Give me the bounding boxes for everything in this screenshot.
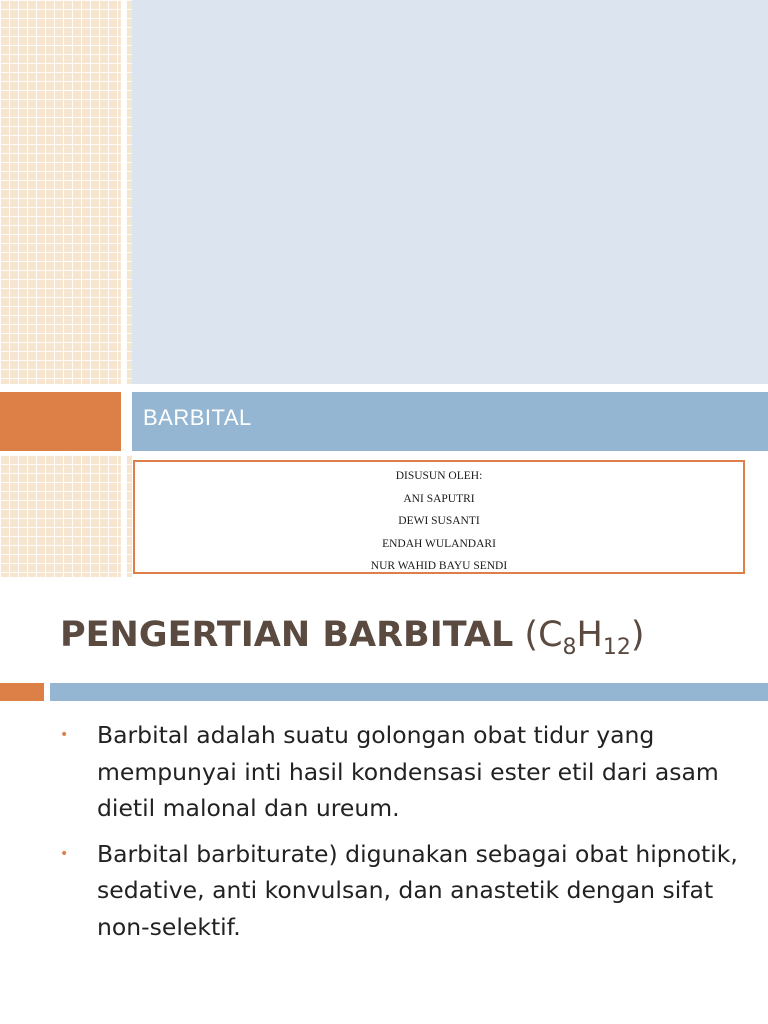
- bullet-dot-icon: •: [60, 845, 69, 862]
- decorative-grid-pattern: [0, 0, 121, 384]
- bullet-list: [58, 717, 748, 954]
- heading-main: PENGERTIAN BARBITAL: [60, 615, 514, 655]
- heading-formula-open: (C: [513, 615, 563, 655]
- authors-list: [135, 465, 743, 577]
- bullet-item: [58, 717, 748, 827]
- heading-formula-subscript: 12: [602, 635, 631, 660]
- slide-title: BARBITAL: [143, 405, 252, 430]
- blue-accent-bar: [50, 683, 768, 701]
- authors-box: [133, 460, 745, 574]
- author-label: DISUSUN OLEH:: [395, 470, 483, 482]
- decorative-grid-strip-lower: [126, 455, 132, 577]
- orange-accent-block: [0, 392, 121, 451]
- author-name: ENDAH WULANDARI: [382, 537, 496, 550]
- bullet-text: Barbital barbiturate) digunakan sebagai obat hipnotik, sedative, anti konvulsan, dan anastetik dengan sifat non-selektif.: [97, 839, 738, 941]
- header-image-panel: [132, 0, 768, 384]
- author-name: DEWI SUSANTI: [398, 515, 480, 527]
- content-slide: [0, 577, 768, 1024]
- author-name: NUR WAHID BAYU SENDI: [370, 560, 508, 572]
- decorative-grid-pattern-lower: [0, 455, 121, 577]
- bullet-dot-icon: •: [60, 727, 69, 743]
- heading-formula-subscript: 8: [562, 635, 577, 660]
- heading-formula-close: ): [630, 615, 645, 655]
- orange-accent-bar: [0, 683, 44, 701]
- author-name: ANI SAPUTRI: [403, 492, 475, 505]
- bullet-text: Barbital adalah suatu golongan obat tidur yang mempunyai inti hasil kondensasi ester etil dari asam dietil malonal dan ureum.: [97, 721, 719, 822]
- bullet-item: [58, 836, 748, 946]
- slide-heading: [60, 615, 645, 660]
- heading-formula-element: H: [576, 615, 603, 655]
